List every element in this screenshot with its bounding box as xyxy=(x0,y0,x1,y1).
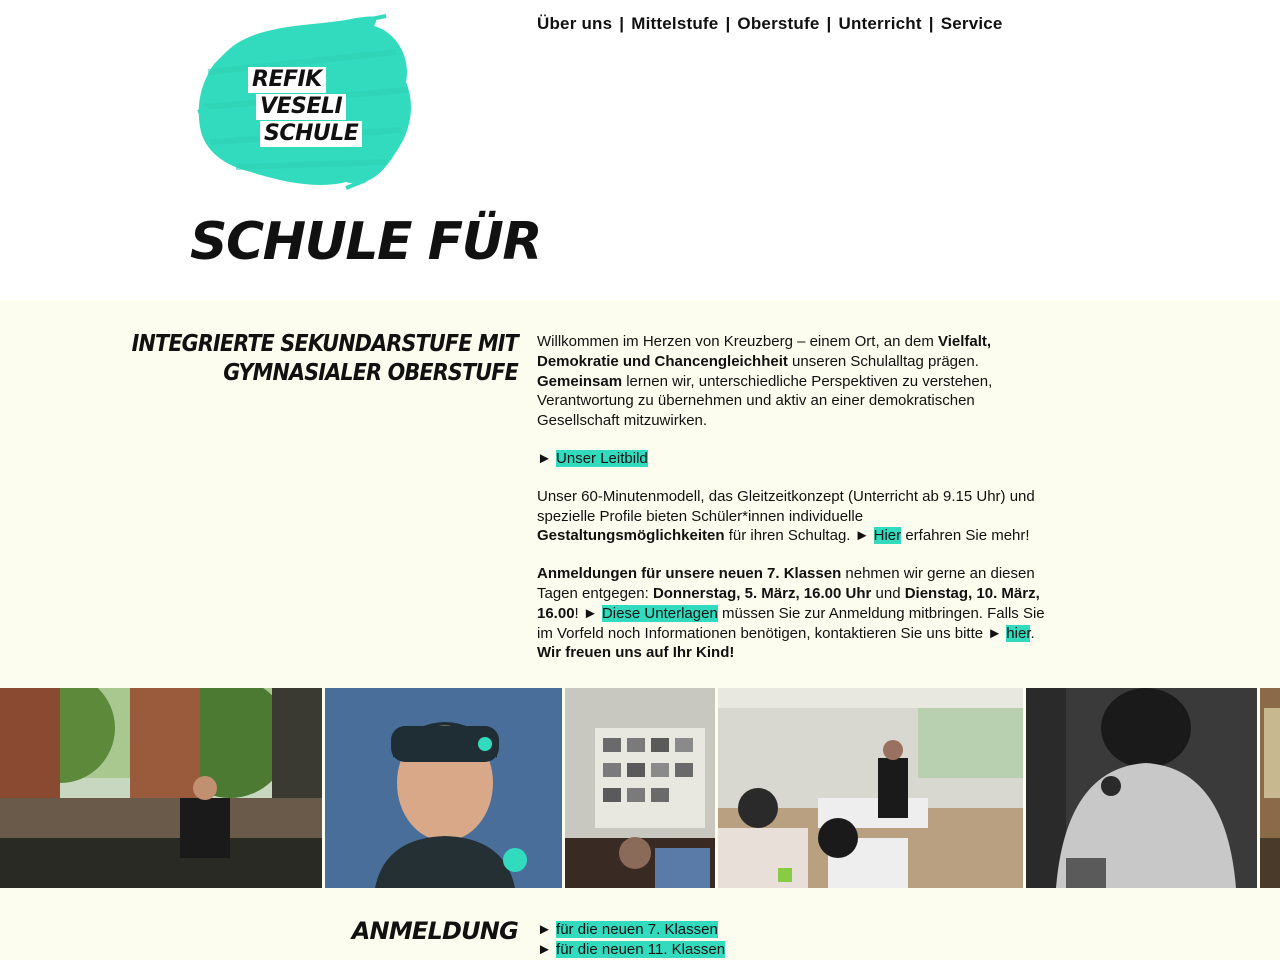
nav-item-oberstufe[interactable]: Oberstufe xyxy=(737,14,820,33)
intro-content xyxy=(537,332,1047,681)
logo-line-schule: SCHULE xyxy=(260,121,362,147)
hero-title: SCHULE FÜR xyxy=(190,212,541,272)
nav-item-mittelstufe[interactable]: Mittelstufe xyxy=(631,14,719,33)
intro-paragraph-1 xyxy=(537,332,1047,431)
text: . xyxy=(1030,624,1035,642)
text: lernen wir, unterschiedliche Perspektiven zu verstehen, Verantwortung zu übernehmen und aktiv an einer demokratischen Gesellschaft mitzuwirken. xyxy=(537,372,993,430)
nav-item-ueber-uns[interactable]: Über uns xyxy=(537,14,613,33)
anmeldung-links xyxy=(537,920,725,959)
anmeldung-7-link[interactable]: für die neuen 7. Klassen xyxy=(556,921,718,938)
text-bold: Vielfalt, Demokratie und Chancengleichheit xyxy=(537,333,992,370)
text: nehmen wir gerne an diesen Tagen entgegen: xyxy=(537,565,1035,602)
text-bold: Donnerstag, 5. März, 16.00 Uhr xyxy=(652,584,872,602)
intro-paragraph-2 xyxy=(537,487,1047,546)
nav-separator: | xyxy=(826,14,832,33)
text: erfahren Sie mehr! xyxy=(901,527,1030,545)
text: unseren Schulalltag prägen. xyxy=(787,352,979,370)
school-logo[interactable] xyxy=(196,12,416,190)
arrow-icon: ► xyxy=(537,940,552,958)
nav-item-unterricht[interactable]: Unterricht xyxy=(838,14,922,33)
text-bold: Gemeinsam xyxy=(537,372,623,390)
contact-link[interactable]: hier xyxy=(1006,624,1031,642)
text-bold: Dienstag, 10. März, 16.00 xyxy=(537,584,1040,622)
anmeldung-11-link[interactable]: für die neuen 11. Klassen xyxy=(556,940,726,958)
anmeldung-row-7 xyxy=(537,920,725,940)
text: für ihren Schultag. ► xyxy=(724,527,874,545)
text: ! ► xyxy=(574,604,602,622)
concert-photo xyxy=(0,688,322,888)
nav-separator: | xyxy=(928,14,934,33)
more-info-link[interactable]: Hier xyxy=(873,527,902,545)
edge-photo xyxy=(1260,688,1280,888)
text: müssen Sie zur Anmeldung mitbringen. Falls Sie im Vorfeld noch Informationen benötigen, kontaktieren Sie uns bitte ► xyxy=(537,604,1045,642)
nav-separator: | xyxy=(619,14,625,33)
subtitle-line-2: GYMNASIALER OBERSTUFE xyxy=(223,360,518,386)
anmeldung-heading: ANMELDUNG xyxy=(351,917,518,945)
text: Unser 60-Minutenmodell, das Gleitzeitkonzept (Unterricht ab 9.15 Uhr) und spezielle Profile bieten Schüler*innen individuelle xyxy=(537,487,1035,525)
logo-line-veseli: VESELI xyxy=(256,94,346,120)
documents-link[interactable]: Diese Unterlagen xyxy=(601,604,718,622)
text: und xyxy=(871,584,905,602)
text: Willkommen im Herzen von Kreuzberg – einem Ort, an dem xyxy=(537,333,938,350)
anmeldung-row-11 xyxy=(537,940,725,960)
nav-item-service[interactable]: Service xyxy=(940,14,1003,33)
leitbild-row xyxy=(537,449,1047,469)
text-bold: Anmeldungen für unsere neuen 7. Klassen xyxy=(537,565,842,583)
classroom-wall-photo xyxy=(565,688,715,888)
logo-line-refik: REFIK xyxy=(248,67,326,93)
student-sweater-photo xyxy=(1026,688,1257,888)
nav-separator: | xyxy=(725,14,731,33)
main-nav xyxy=(537,14,1003,34)
text-bold: Gestaltungsmöglichkeiten xyxy=(537,527,725,545)
arrow-icon: ► xyxy=(537,921,552,938)
text-bold: Wir freuen uns auf Ihr Kind! xyxy=(537,644,735,662)
arrow-icon: ► xyxy=(537,449,552,467)
music-class-photo xyxy=(718,688,1023,888)
leitbild-link[interactable]: Unser Leitbild xyxy=(556,449,648,467)
intro-paragraph-3 xyxy=(537,564,1047,663)
subtitle-line-1: INTEGRIERTE SEKUNDARSTUFE MIT xyxy=(131,331,518,357)
photo-strip xyxy=(0,688,1280,888)
student-portrait-photo xyxy=(325,688,562,888)
section-subtitle xyxy=(60,330,518,388)
